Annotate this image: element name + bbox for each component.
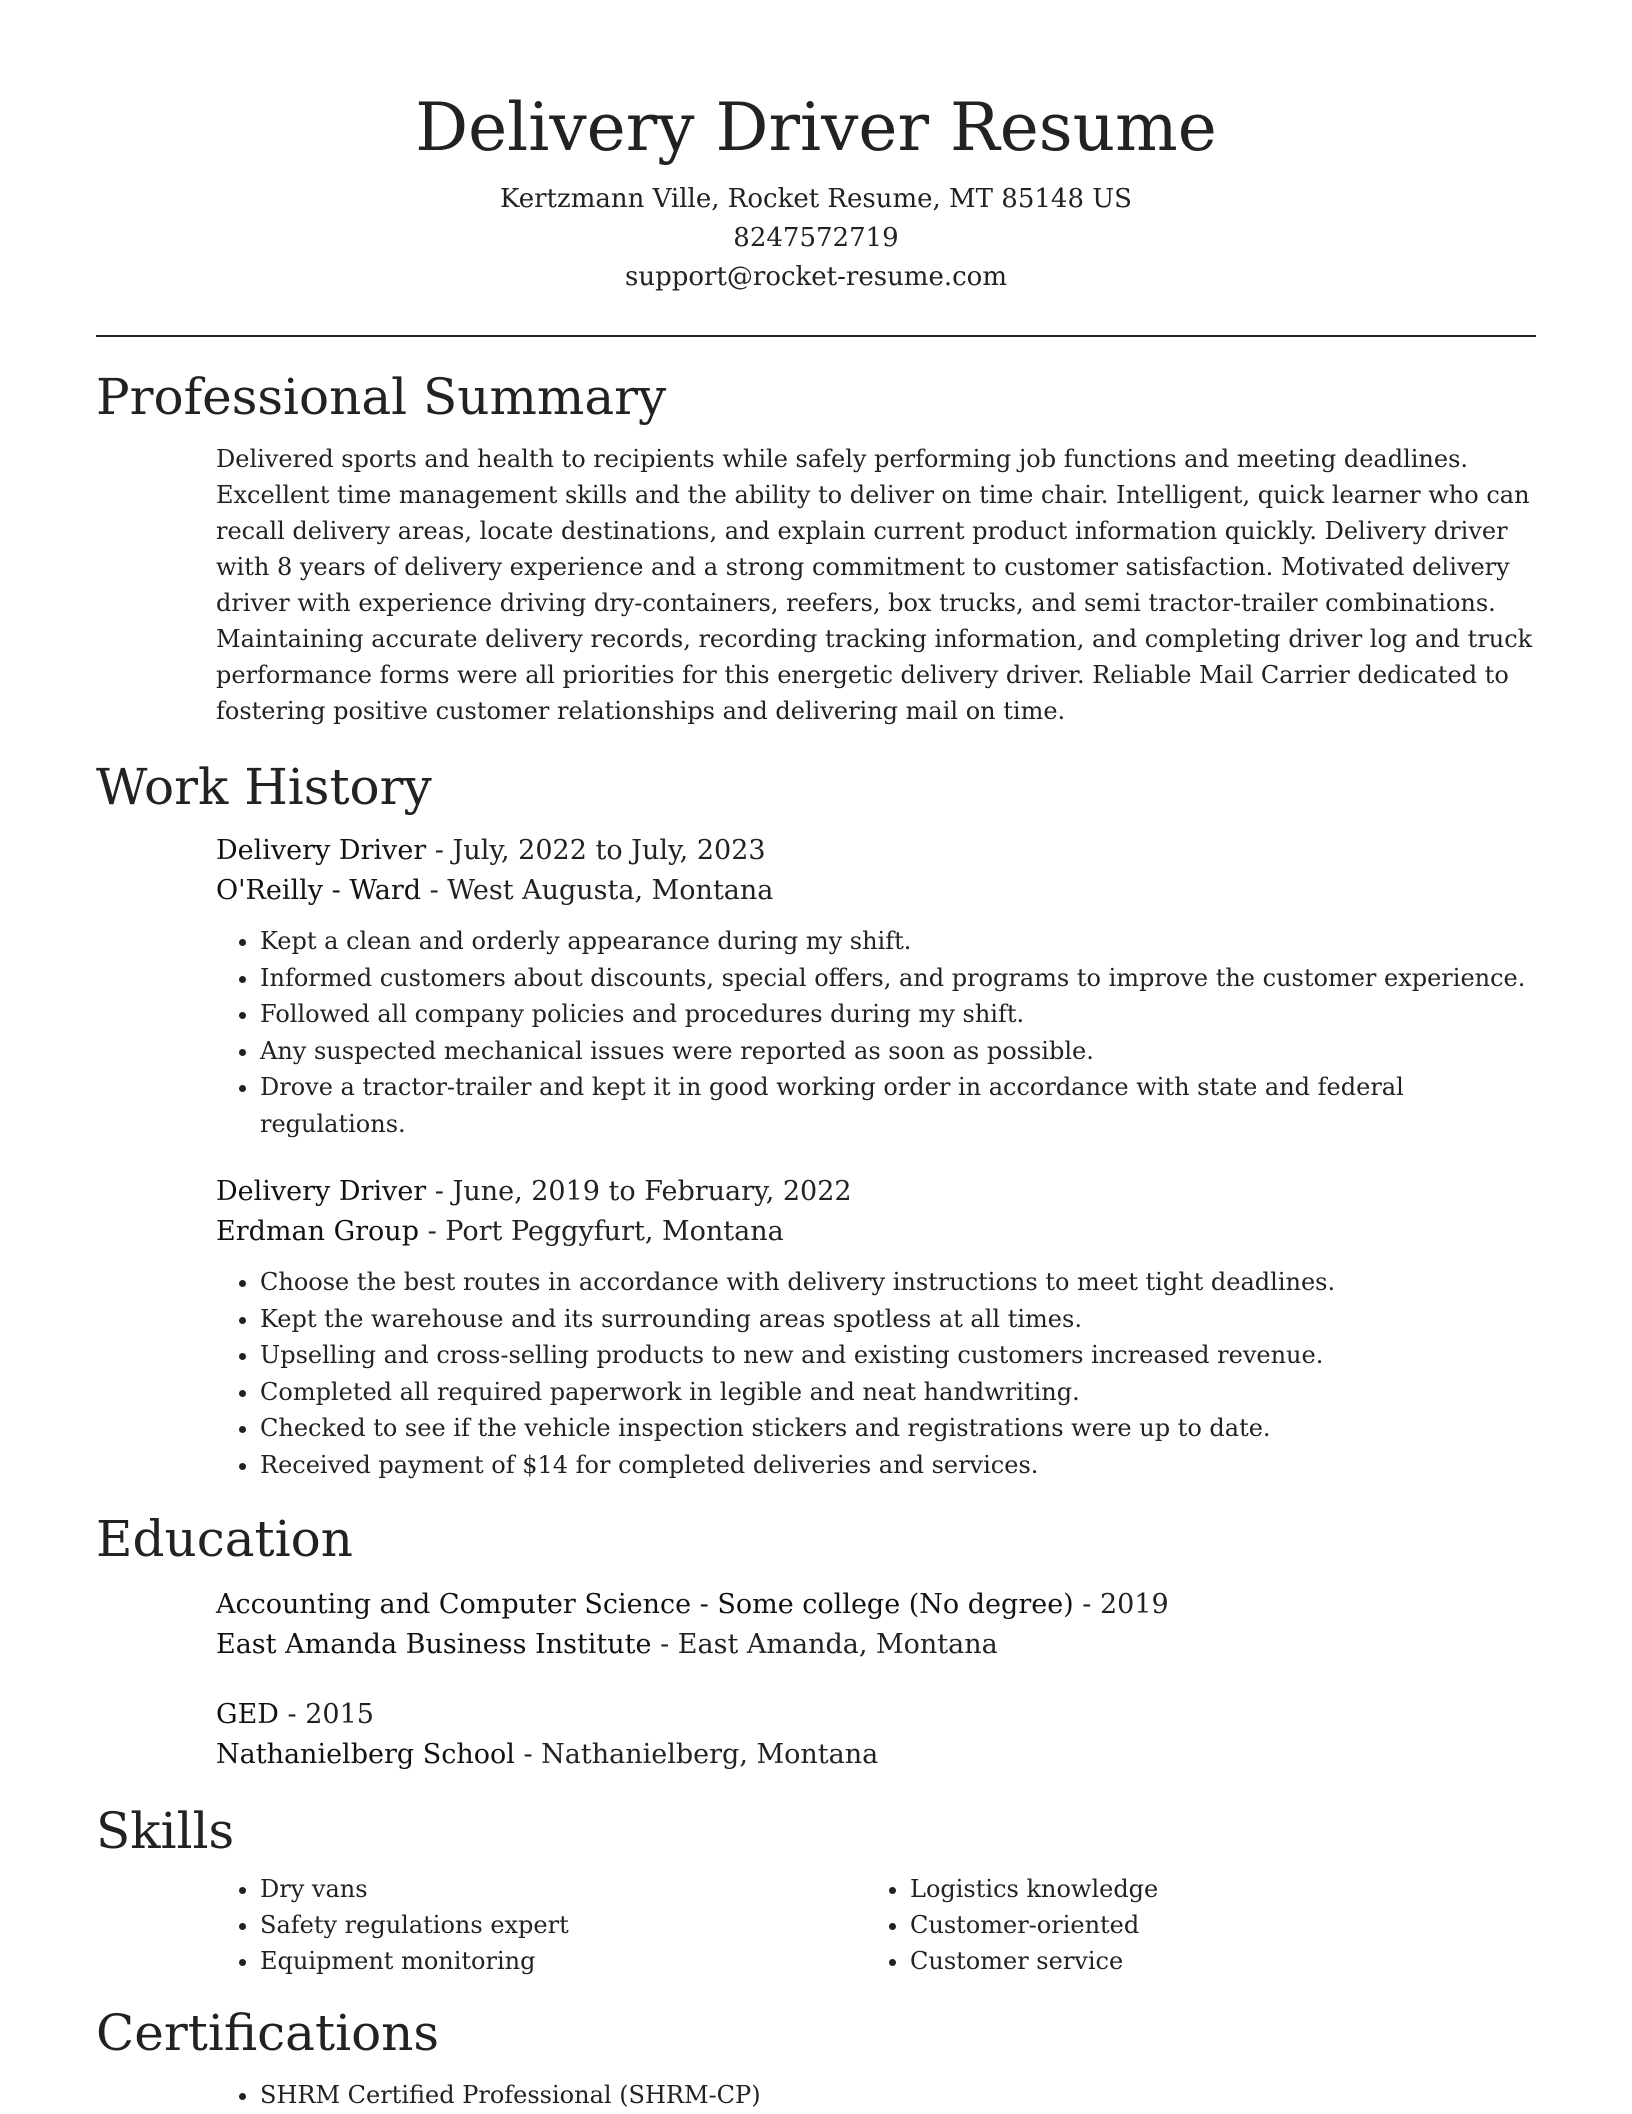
job-duties-list xyxy=(216,923,1536,1142)
education-degree-line xyxy=(216,1695,1536,1735)
education-degree-line xyxy=(216,1585,1536,1625)
education-year: - 2019 xyxy=(1073,1589,1169,1620)
contact-phone: 8247572719 xyxy=(733,223,899,253)
job-entry xyxy=(216,1172,1536,1483)
skills-column-left xyxy=(216,1871,866,1979)
header-divider xyxy=(96,335,1536,337)
resume-header xyxy=(96,0,1536,297)
list-item: • Customer-oriented xyxy=(910,1907,1516,1943)
job-location: - Port Peggyfurt, Montana xyxy=(418,1216,784,1247)
section-education xyxy=(96,1507,1536,1775)
section-certifications xyxy=(96,2001,1536,2114)
list-item: • Upselling and cross-selling products to new and existing customers increased revenue. xyxy=(260,1337,1536,1374)
list-item: • Followed all company policies and procedures during my shift. xyxy=(260,996,1536,1033)
page-title: Delivery Driver Resume xyxy=(415,89,1217,166)
list-item: • Checked to see if the vehicle inspection stickers and registrations were up to date. xyxy=(260,1410,1536,1447)
education-school: Nathanielberg School xyxy=(216,1739,515,1770)
contact-info xyxy=(96,180,1536,297)
job-company-line xyxy=(216,871,1536,911)
skills-grid xyxy=(216,1871,1536,1979)
job-company-line xyxy=(216,1212,1536,1252)
contact-address: Kertzmann Ville, Rocket Resume, MT 85148 US xyxy=(500,184,1132,214)
list-item: • SHRM Certified Professional (SHRM-CP) xyxy=(260,2077,1536,2114)
job-title-line xyxy=(216,831,1536,871)
section-title-work-history: Work History xyxy=(96,758,432,816)
certifications-list xyxy=(216,2077,1536,2114)
section-title-skills: Skills xyxy=(96,1802,235,1860)
list-item: • Logistics knowledge xyxy=(910,1871,1516,1907)
education-school-line xyxy=(216,1735,1536,1775)
job-company: Erdman Group xyxy=(216,1216,419,1247)
education-school: East Amanda Business Institute xyxy=(216,1629,652,1660)
list-item: • Completed all required paperwork in legible and neat handwriting. xyxy=(260,1374,1536,1411)
list-item: • Received payment of $14 for completed deliveries and services. xyxy=(260,1447,1536,1484)
skills-column-right xyxy=(866,1871,1516,1979)
job-dates: - July, 2022 to July, 2023 xyxy=(426,835,766,866)
section-summary xyxy=(96,365,1536,729)
list-item: • Safety regulations expert xyxy=(260,1907,866,1943)
list-item: • Drove a tractor-trailer and kept it in good working order in accordance with state and federal regulations. xyxy=(260,1069,1536,1142)
list-item: • Any suspected mechanical issues were reported as soon as possible. xyxy=(260,1033,1536,1070)
job-title-line xyxy=(216,1172,1536,1212)
job-location: - West Augusta, Montana xyxy=(421,875,774,906)
summary-text: Delivered sports and health to recipients while safely performing job functions and meeting deadlines. Excellent time management skills and the ability to deliver on time chair. Intelligent, quick learner who can recall delivery areas, locate destinations, and explain current product information quickly. Delivery driver with 8 years of delivery experience and a strong commitment to customer satisfaction. Motivated delivery driver with experience driving dry-containers, reefers, box trucks, and semi tractor-trailer combinations. Maintaining accurate delivery records, recording tracking information, and completing driver log and truck performance forms were all priorities for this energetic delivery driver. Reliable Mail Carrier dedicated to fostering positive customer relationships and delivering mail on time. xyxy=(216,445,1533,725)
education-entry xyxy=(216,1695,1536,1775)
education-degree: Accounting and Computer Science - Some college (No degree) xyxy=(216,1589,1074,1620)
education-school-line xyxy=(216,1625,1536,1665)
job-title: Delivery Driver xyxy=(216,835,427,866)
job-dates: - June, 2019 to February, 2022 xyxy=(426,1176,852,1207)
section-skills xyxy=(96,1799,1536,1979)
list-item: • Customer service xyxy=(910,1943,1516,1979)
education-year: - 2015 xyxy=(278,1699,374,1730)
job-entry xyxy=(216,831,1536,1142)
contact-email: support@rocket-resume.com xyxy=(624,262,1007,292)
list-item: • Choose the best routes in accordance with delivery instructions to meet tight deadlines. xyxy=(260,1264,1536,1301)
education-location: - East Amanda, Montana xyxy=(651,1629,998,1660)
section-title-summary: Professional Summary xyxy=(96,368,667,426)
job-duties-list xyxy=(216,1264,1536,1483)
job-company: O'Reilly - Ward xyxy=(216,875,422,906)
list-item: • Informed customers about discounts, special offers, and programs to improve the customer experience. xyxy=(260,960,1536,997)
education-degree: GED xyxy=(216,1699,279,1730)
list-item: • Dry vans xyxy=(260,1871,866,1907)
section-title-certifications: Certifications xyxy=(96,2004,440,2062)
list-item: • Equipment monitoring xyxy=(260,1943,866,1979)
job-title: Delivery Driver xyxy=(216,1176,427,1207)
education-entry xyxy=(216,1585,1536,1665)
education-location: - Nathanielberg, Montana xyxy=(514,1739,879,1770)
section-work-history xyxy=(96,755,1536,1483)
section-title-education: Education xyxy=(96,1510,353,1568)
list-item: • Kept the warehouse and its surrounding areas spotless at all times. xyxy=(260,1301,1536,1338)
list-item: • Kept a clean and orderly appearance during my shift. xyxy=(260,923,1536,960)
